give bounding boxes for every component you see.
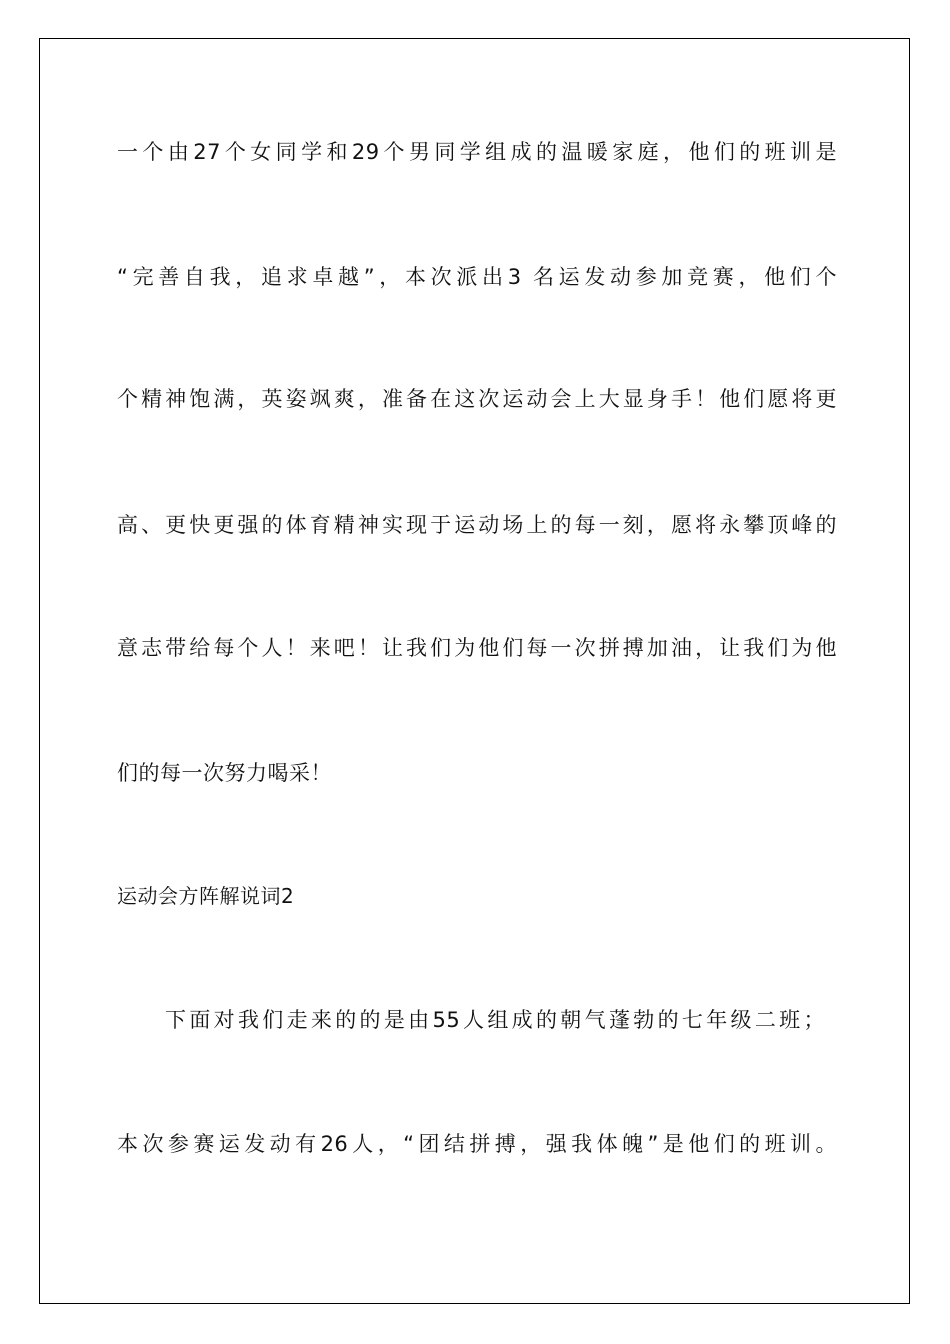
page-frame xyxy=(39,38,910,1304)
section-line-2: 本次参赛运发动有26人，“团结拼搏，强我体魄”是他们的班训。 xyxy=(117,1132,837,1156)
section-line-1: 下面对我们走来的的是由55人组成的朝气蓬勃的七年级二班； xyxy=(165,1008,825,1032)
paragraph-line-1: 一个由27个女同学和29个男同学组成的温暖家庭，他们的班训是 xyxy=(117,140,837,164)
paragraph-line-4: 高、更快更强的体育精神实现于运动场上的每一刻，愿将永攀顶峰的 xyxy=(117,513,837,537)
paragraph-line-2: “完善自我，追求卓越”，本次派出3 名运发动参加竞赛，他们个 xyxy=(117,265,837,289)
paragraph-line-3: 个精神饱满，英姿飒爽，准备在这次运动会上大显身手！他们愿将更 xyxy=(117,387,837,411)
paragraph-line-6: 们的每一次努力喝采！ xyxy=(117,761,332,785)
section-heading: 运动会方阵解说词2 xyxy=(117,884,295,908)
paragraph-line-5: 意志带给每个人！来吧！让我们为他们每一次拼搏加油，让我们为他 xyxy=(117,636,837,660)
